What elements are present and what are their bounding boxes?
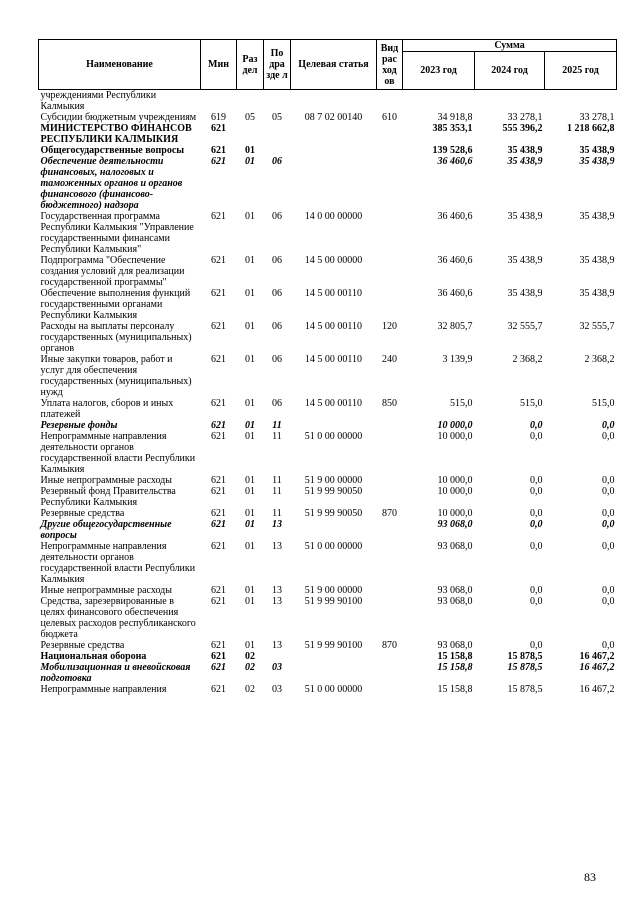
row-sum-2025: 0,0 [602,640,615,651]
table-body [39,90,617,696]
row-name: Резервные средства [40,640,125,651]
row-sum-2023: 10 000,0 [437,475,473,486]
row-podrazdel: 13 [272,640,282,651]
row-target [291,651,377,662]
row-sum-2025: 0,0 [602,508,615,519]
row-target: 51 9 99 90100 [304,640,363,651]
row-sum-2023: 10 000,0 [437,420,473,431]
row-vid [377,662,403,684]
header-sum: Сумма [403,40,617,52]
table-row [39,288,617,321]
row-sum-2023: 93 068,0 [437,596,473,607]
row-sum-2024: 35 438,9 [507,211,543,222]
row-min: 621 [211,211,226,222]
row-sum-2023: 3 139,9 [442,354,473,365]
row-target: 14 5 00 00110 [304,321,363,332]
row-vid: 870 [382,640,397,651]
header-razdel: Раз дел [237,40,264,90]
row-sum-2023: 385 353,1 [432,123,473,134]
row-sum-2024: 0,0 [530,596,543,607]
row-name: учреждениями Республики Калмыкия [40,90,157,112]
row-vid [377,651,403,662]
row-name: Уплата налогов, сборов и иных платежей [40,398,174,420]
row-sum-2023: 139 528,6 [432,145,473,156]
table-row [39,475,617,486]
row-name: Субсидии бюджетным учреждениям [40,112,197,123]
row-min: 621 [211,420,226,431]
row-target: 51 0 00 00000 [304,684,363,695]
row-sum-2025: 1 218 662,8 [567,123,615,134]
row-name: Государственная программа Республики Калмыкия "Управление государственными финансами Республики Калмыкия" [40,211,194,255]
table-row [39,651,617,662]
table-row [39,123,617,145]
row-target: 51 9 99 90050 [304,508,363,519]
row-target: 14 5 00 00110 [304,288,363,299]
row-min [201,90,237,113]
row-vid [377,486,403,508]
header-min: Мин [201,40,237,90]
row-sum-2025: 35 438,9 [579,156,615,167]
table-row [39,662,617,684]
row-vid [377,90,403,113]
row-sum-2023: 15 158,8 [437,662,473,673]
row-vid: 240 [382,354,397,365]
row-sum-2024: 0,0 [530,640,543,651]
row-target: 14 5 00 00000 [304,255,363,266]
table-row [39,354,617,398]
row-sum-2024 [475,90,545,113]
row-target: 51 9 00 00000 [304,585,363,596]
row-name: Средства, зарезервированные в целях финансового обеспечения целевых расходов республиканского бюджета [40,596,196,640]
row-min: 621 [211,684,226,695]
row-vid [377,123,403,145]
row-target: 51 0 00 00000 [304,431,363,442]
row-min: 621 [211,651,226,662]
row-razdel: 01 [245,640,255,651]
row-min: 621 [211,288,226,299]
row-podrazdel: 06 [272,156,282,167]
row-podrazdel: 11 [272,431,282,442]
row-target: 51 9 99 90050 [304,486,363,497]
row-name: Общегосударственные вопросы [40,145,185,156]
row-sum-2024: 0,0 [530,585,543,596]
header-target: Целевая статья [291,40,377,90]
row-vid [377,288,403,321]
row-sum-2024: 0,0 [530,519,543,530]
row-sum-2025: 32 555,7 [579,321,615,332]
row-target: 14 5 00 00110 [304,354,363,365]
row-razdel: 02 [245,662,255,673]
row-sum-2024: 35 438,9 [507,288,543,299]
row-podrazdel: 13 [272,596,282,607]
row-sum-2025: 0,0 [602,431,615,442]
row-podrazdel: 03 [272,662,282,673]
row-vid [377,684,403,695]
row-name: Резервные средства [40,508,125,519]
table-row [39,508,617,519]
row-sum-2023: 93 068,0 [437,541,473,552]
row-sum-2024: 35 438,9 [507,255,543,266]
row-sum-2024: 0,0 [530,541,543,552]
row-razdel: 01 [245,596,255,607]
row-sum-2025: 35 438,9 [579,211,615,222]
row-sum-2024: 33 278,1 [507,112,543,123]
row-sum-2025: 35 438,9 [579,288,615,299]
row-razdel: 01 [245,156,255,167]
row-min: 621 [211,585,226,596]
row-min: 621 [211,398,226,409]
row-sum-2023: 515,0 [450,398,473,409]
header-name: Наименование [39,40,201,90]
row-razdel: 01 [245,398,255,409]
row-sum-2023: 10 000,0 [437,508,473,519]
row-target [291,156,377,211]
row-vid [377,255,403,288]
row-sum-2024: 0,0 [530,486,543,497]
row-razdel: 01 [245,519,255,530]
table-row [39,156,617,211]
row-vid [377,156,403,211]
row-min: 621 [211,519,226,530]
row-vid [377,211,403,255]
row-name: Подпрограмма "Обеспечение создания условий для реализации государственной программы" [40,255,185,288]
row-name: Резервный фонд Правительства Республики Калмыкия [40,486,176,508]
row-min: 621 [211,321,226,332]
row-sum-2023: 15 158,8 [437,684,473,695]
row-sum-2023: 93 068,0 [437,585,473,596]
row-min: 621 [211,145,226,156]
row-podrazdel: 06 [272,354,282,365]
row-sum-2024: 0,0 [530,475,543,486]
row-vid [377,145,403,156]
row-podrazdel: 11 [272,420,282,431]
row-razdel [237,123,264,145]
row-razdel: 01 [245,420,255,431]
row-name: Непрограммные направления [40,684,167,695]
row-sum-2024: 15 878,5 [507,651,543,662]
row-sum-2023: 10 000,0 [437,431,473,442]
row-vid [377,420,403,431]
row-sum-2024: 35 438,9 [507,145,543,156]
table-row [39,519,617,541]
row-target: 08 7 02 00140 [304,112,363,123]
row-target: 51 9 99 90100 [304,596,363,607]
row-name: Обеспечение деятельности финансовых, налоговых и таможенных органов и органов финансового (финансово-бюджетного) надзора [40,156,183,211]
row-sum-2025: 0,0 [602,519,615,530]
table-row [39,255,617,288]
table-row [39,596,617,640]
row-sum-2023: 36 460,6 [437,211,473,222]
row-sum-2025: 0,0 [602,420,615,431]
row-razdel: 01 [245,354,255,365]
row-name: Иные непрограммные расходы [40,475,172,486]
row-target [291,145,377,156]
page-number: 83 [584,870,596,884]
row-name: Национальная оборона [40,651,147,662]
row-name: Расходы на выплаты персоналу государственных (муниципальных) органов [40,321,192,354]
header-2025: 2025 год [545,52,617,90]
row-name: Непрограммные направления деятельности органов государственной власти Республики Калмыкия [40,541,196,585]
row-sum-2023: 36 460,6 [437,156,473,167]
table-header [39,40,617,90]
row-podrazdel: 06 [272,321,282,332]
budget-table [38,39,617,695]
row-sum-2023 [403,90,475,113]
row-podrazdel [264,145,291,156]
row-vid [377,585,403,596]
row-podrazdel: 06 [272,255,282,266]
row-sum-2025: 0,0 [602,541,615,552]
row-podrazdel: 03 [272,684,282,695]
table-row [39,398,617,420]
row-razdel: 01 [245,145,255,156]
row-sum-2024: 0,0 [530,431,543,442]
row-sum-2025: 35 438,9 [579,255,615,266]
row-podrazdel [264,90,291,113]
row-sum-2025: 0,0 [602,596,615,607]
row-sum-2023: 36 460,6 [437,288,473,299]
row-sum-2024: 32 555,7 [507,321,543,332]
row-target [291,420,377,431]
row-vid [377,519,403,541]
row-vid [377,431,403,475]
table-row [39,486,617,508]
row-sum-2025: 0,0 [602,486,615,497]
row-podrazdel: 11 [272,475,282,486]
row-sum-2023: 93 068,0 [437,519,473,530]
row-vid [377,541,403,585]
row-min: 621 [211,123,226,134]
table-row [39,431,617,475]
row-sum-2024: 35 438,9 [507,156,543,167]
row-vid [377,596,403,640]
table-row [39,585,617,596]
row-razdel [237,90,264,113]
row-razdel: 01 [245,288,255,299]
row-min: 621 [211,541,226,552]
row-sum-2025: 35 438,9 [579,145,615,156]
row-podrazdel: 13 [272,519,282,530]
row-sum-2025: 16 467,2 [579,684,615,695]
row-name: Непрограммные направления деятельности органов государственной власти Республики Калмыкия [40,431,196,475]
row-podrazdel: 06 [272,398,282,409]
header-2024: 2024 год [475,52,545,90]
row-podrazdel: 05 [272,112,282,123]
table-row [39,321,617,354]
table-row [39,420,617,431]
row-podrazdel: 11 [272,508,282,519]
table-row [39,90,617,113]
row-sum-2025: 515,0 [592,398,615,409]
row-min: 619 [211,112,226,123]
row-sum-2023: 34 918,8 [437,112,473,123]
row-sum-2025: 0,0 [602,585,615,596]
row-name: Иные непрограммные расходы [40,585,172,596]
header-2023: 2023 год [403,52,475,90]
row-razdel: 01 [245,431,255,442]
row-min: 621 [211,486,226,497]
row-razdel: 01 [245,255,255,266]
table-row [39,541,617,585]
row-sum-2023: 32 805,7 [437,321,473,332]
row-sum-2024: 515,0 [520,398,543,409]
row-vid: 610 [382,112,397,123]
row-name: Резервные фонды [40,420,118,431]
row-min: 621 [211,596,226,607]
row-razdel: 01 [245,541,255,552]
row-name: Мобилизационная и вневойсковая подготовка [40,662,191,684]
row-sum-2025: 33 278,1 [579,112,615,123]
row-razdel: 02 [245,684,255,695]
row-podrazdel: 06 [272,288,282,299]
row-razdel: 05 [245,112,255,123]
row-sum-2023: 10 000,0 [437,486,473,497]
row-vid: 850 [382,398,397,409]
row-min: 621 [211,662,226,673]
row-razdel: 01 [245,486,255,497]
row-sum-2024: 0,0 [530,508,543,519]
header-vid: Вид рас ход ов [377,40,403,90]
row-vid [377,475,403,486]
row-sum-2024: 555 396,2 [502,123,543,134]
table-row [39,112,617,123]
row-target [291,90,377,113]
row-razdel: 01 [245,211,255,222]
row-target: 14 5 00 00110 [304,398,363,409]
row-sum-2025 [545,90,617,113]
row-target [291,519,377,541]
row-target: 14 0 00 00000 [304,211,363,222]
row-podrazdel: 13 [272,585,282,596]
row-target [291,123,377,145]
table-row [39,211,617,255]
row-podrazdel: 13 [272,541,282,552]
row-min: 621 [211,640,226,651]
row-target: 51 9 00 00000 [304,475,363,486]
row-name: Иные закупки товаров, работ и услуг для обеспечения государственных (муниципальных) нужд [40,354,192,398]
row-vid: 870 [382,508,397,519]
row-sum-2024: 15 878,5 [507,662,543,673]
row-sum-2023: 36 460,6 [437,255,473,266]
row-sum-2025: 0,0 [602,475,615,486]
row-podrazdel: 06 [272,211,282,222]
table-row [39,640,617,651]
row-name: Обеспечение выполнения функций государственными органами Республики Калмыкия [40,288,191,321]
row-name: МИНИСТЕРСТВО ФИНАНСОВ РЕСПУБЛИКИ КАЛМЫКИЯ [40,123,192,145]
row-podrazdel [264,123,291,145]
row-min: 621 [211,508,226,519]
table-row [39,684,617,695]
row-target [291,662,377,684]
row-sum-2023: 93 068,0 [437,640,473,651]
row-sum-2024: 0,0 [530,420,543,431]
row-name: Другие общегосударственные вопросы [40,519,172,541]
row-target: 51 0 00 00000 [304,541,363,552]
row-min: 621 [211,431,226,442]
header-podrazdel: По дра зде л [264,40,291,90]
row-min: 621 [211,156,226,167]
row-vid: 120 [382,321,397,332]
row-sum-2025: 2 368,2 [584,354,615,365]
row-min: 621 [211,475,226,486]
row-sum-2024: 15 878,5 [507,684,543,695]
row-sum-2025: 16 467,2 [579,662,615,673]
row-razdel: 01 [245,475,255,486]
row-podrazdel [264,651,291,662]
row-sum-2025: 16 467,2 [579,651,615,662]
row-razdel: 02 [245,651,255,662]
row-razdel: 01 [245,508,255,519]
row-min: 621 [211,255,226,266]
row-sum-2023: 15 158,8 [437,651,473,662]
table-row [39,145,617,156]
row-podrazdel: 11 [272,486,282,497]
row-min: 621 [211,354,226,365]
row-razdel: 01 [245,585,255,596]
row-sum-2024: 2 368,2 [512,354,543,365]
row-razdel: 01 [245,321,255,332]
